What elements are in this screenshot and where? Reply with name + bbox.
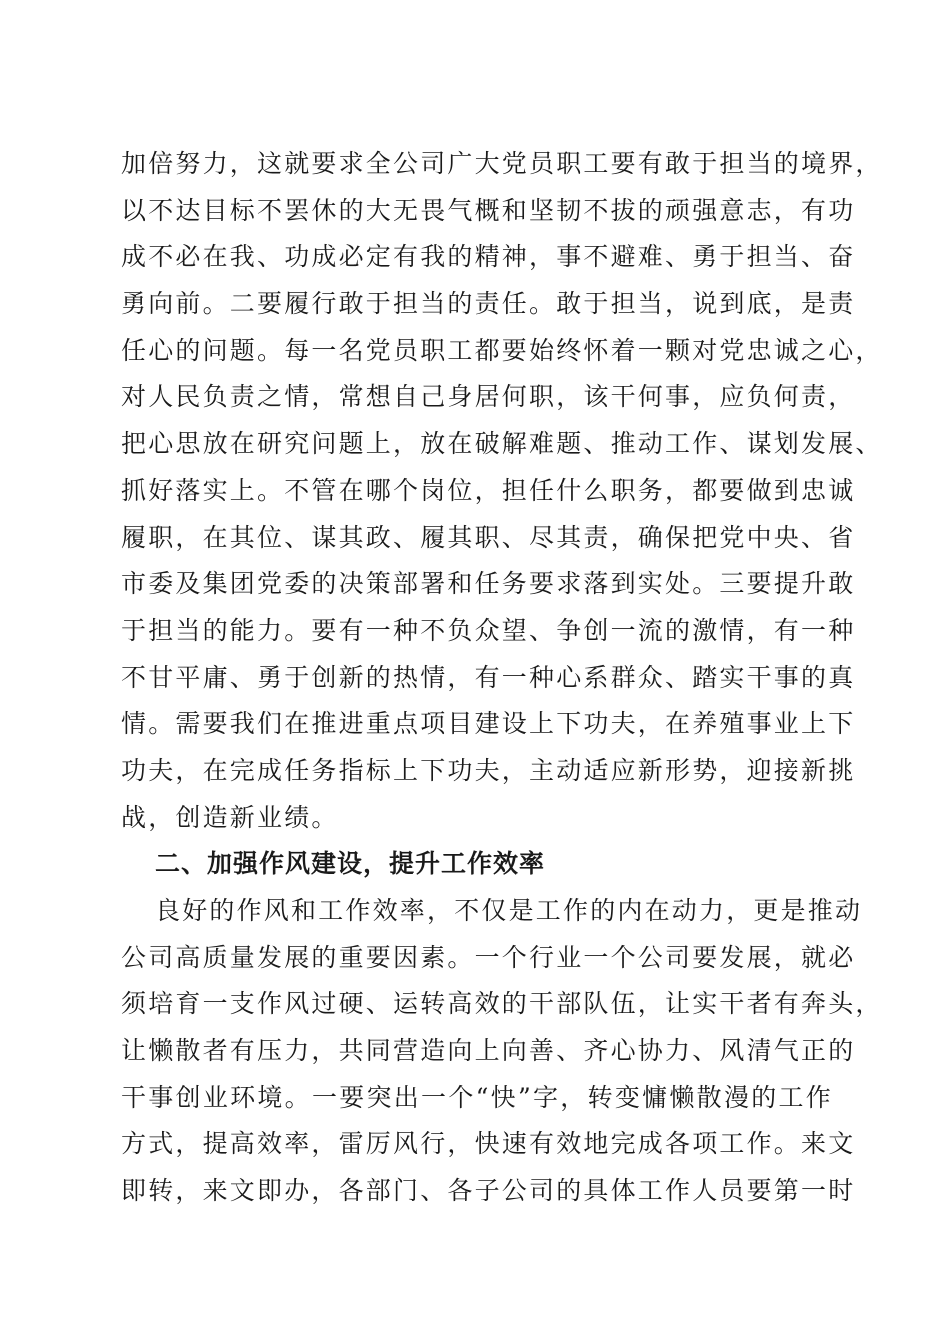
- paragraph-line: 情。需要我们在推进重点项目建设上下功夫，在养殖事业上下: [121, 709, 856, 739]
- paragraph-line: 对人民负责之情，常想自己身居何职，该干何事，应负何责，: [121, 382, 856, 412]
- paragraph-line: 抓好落实上。不管在哪个岗位，担任什么职务，都要做到忠诚: [121, 475, 856, 505]
- paragraph-line: 即转，来文即办，各部门、各子公司的具体工作人员要第一时: [121, 1176, 856, 1206]
- paragraph-line: 任心的问题。每一名党员职工都要始终怀着一颗对党忠诚之心，: [121, 335, 883, 365]
- paragraph-line: 加倍努力，这就要求全公司广大党员职工要有敢于担当的境界，: [121, 149, 883, 178]
- paragraph-line: 功夫，在完成任务指标上下功夫，主动适应新形势，迎接新挑: [121, 755, 856, 785]
- paragraph-line: 以不达目标不罢休的大无畏气概和坚韧不拔的顽强意志，有功: [121, 195, 856, 225]
- paragraph-line: 战，创造新业绩。: [121, 802, 339, 832]
- paragraph-line: 不甘平庸、勇于创新的热情，有一种心系群众、踏实干事的真: [121, 662, 856, 692]
- paragraph-line: 于担当的能力。要有一种不负众望、争创一流的激情，有一种: [121, 615, 856, 645]
- section-heading: 二、加强作风建设，提升工作效率: [155, 849, 546, 879]
- body-text: [121, 141, 883, 1215]
- paragraph-line: 市委及集团党委的决策部署和任务要求落到实处。三要提升敢: [121, 569, 856, 599]
- paragraph-line: 勇向前。二要履行敢于担当的责任。敢于担当，说到底，是责: [121, 289, 856, 319]
- paragraph-line: 良好的作风和工作效率，不仅是工作的内在动力，更是推动: [155, 896, 863, 925]
- paragraph-line: 让懒散者有压力，共同营造向上向善、齐心协力、风清气正的: [121, 1036, 856, 1066]
- paragraph-line: 成不必在我、功成必定有我的精神，事不避难、勇于担当、奋: [121, 242, 856, 272]
- paragraph-line: 干事创业环境。一要突出一个“快”字，转变慵懒散漫的工作: [121, 1082, 833, 1112]
- paragraph-line: 须培育一支作风过硬、运转高效的干部队伍，让实干者有奔头，: [121, 989, 883, 1019]
- paragraph-line: 把心思放在研究问题上，放在破解难题、推动工作、谋划发展、: [121, 429, 883, 459]
- paragraph-line: 公司高质量发展的重要因素。一个行业一个公司要发展，就必: [121, 942, 856, 972]
- paragraph-line: 方式，提高效率，雷厉风行，快速有效地完成各项工作。来文: [121, 1129, 856, 1159]
- paragraph-line: 履职，在其位、谋其政、履其职、尽其责，确保把党中央、省: [121, 522, 856, 552]
